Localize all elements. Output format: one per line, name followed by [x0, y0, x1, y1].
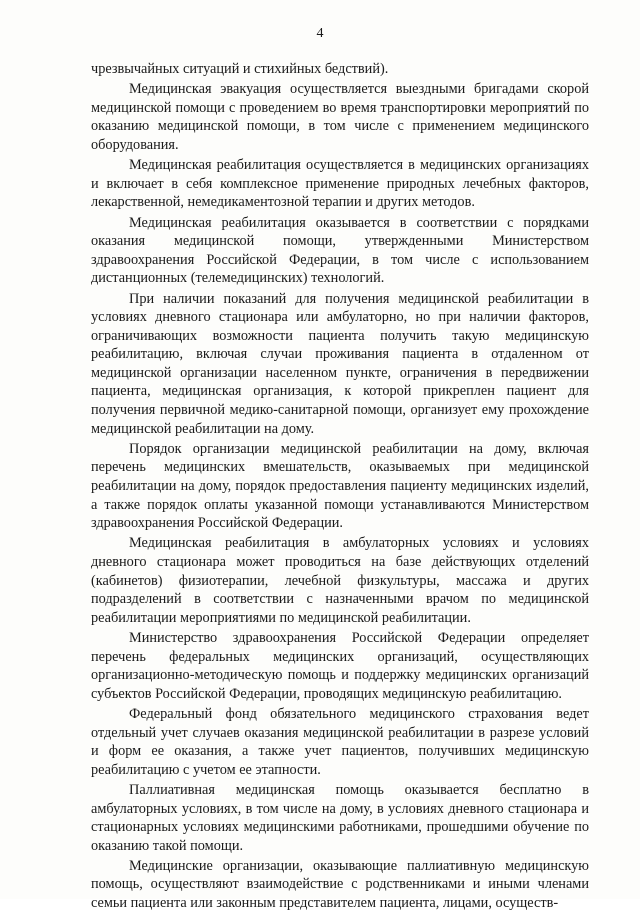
- paragraph-8: Министерство здравоохранения Российской Федерации определяет перечень федеральных медицинских организаций, осуществляющих организационно-методическую помощь и поддержку медицинских организаций субъектов Российской Федерации, проводящих медицинскую реабилитацию.: [91, 629, 589, 702]
- page-number: 4: [316, 26, 324, 41]
- document-body: [91, 60, 589, 914]
- paragraph-4: Медицинская реабилитация оказывается в соответствии с порядками оказания медицинской помощи, утвержденными Министерством здравоохранения Российской Федерации, в том числе с использованием дистанционных (телемедицинских) технологий.: [91, 214, 589, 287]
- paragraph-10: Паллиативная медицинская помощь оказывается бесплатно в амбулаторных условиях, в том числе на дому, в условиях дневного стационара и стационарных условиях медицинскими работниками, прошедшими обучение по оказанию такой помощи.: [91, 781, 589, 854]
- paragraph-6: Порядок организации медицинской реабилитации на дому, включая перечень медицинских вмешательств, оказываемых при медицинской реабилитации на дому, порядок предоставления пациенту медицинских изделий, а также порядок оплаты указанной помощи устанавливаются Министерством здравоохранения Российской Федерации.: [91, 440, 589, 532]
- paragraph-7: Медицинская реабилитация в амбулаторных условиях и условиях дневного стационара может проводиться на базе действующих отделений (кабинетов) физиотерапии, лечебной физкультуры, массажа и других подразделений в соответствии с назначенными врачом по медицинской реабилитации мероприятиями по медицинской реабилитации.: [91, 535, 589, 626]
- paragraph-3: Медицинская реабилитация осуществляется в медицинских организациях и включает в себя комплексное применение природных лечебных факторов, лекарственной, немедикаментозной терапии и других методов.: [91, 157, 589, 211]
- paragraph-5: При наличии показаний для получения медицинской реабилитации в условиях дневного стационара или амбулаторно, но при наличии факторов, ограничивающих возможности пациента получить такую медицинскую реабилитацию, включая случаи проживания пациента в отдаленном от медицинской организации населенном пункте, ограничения в передвижении пациента, медицинская организация, к которой прикреплен пациент для получения первичной медико-санитарной помощи, организует ему прохождение медицинской реабилитации на дому.: [91, 290, 589, 437]
- paragraph-11: Медицинские организации, оказывающие паллиативную медицинскую помощь, осуществляют взаимодействие с родственниками и иными членами семьи пациента или законным представителем пациента, лицами, осуществ-: [91, 857, 589, 912]
- paragraph-9: Федеральный фонд обязательного медицинского страхования ведет отдельный учет случаев оказания медицинской реабилитации в разрезе условий и форм ее оказания, а также учет пациентов, получивших медицинскую реабилитацию с учетом ее этапности.: [91, 705, 589, 778]
- paragraph-1: чрезвычайных ситуаций и стихийных бедствий).: [91, 61, 389, 77]
- paragraph-2: Медицинская эвакуация осуществляется выездными бригадами скорой медицинской помощи с проведением во время транспортировки мероприятий по оказанию медицинской помощи, в том числе с применением медицинского оборудования.: [91, 81, 589, 153]
